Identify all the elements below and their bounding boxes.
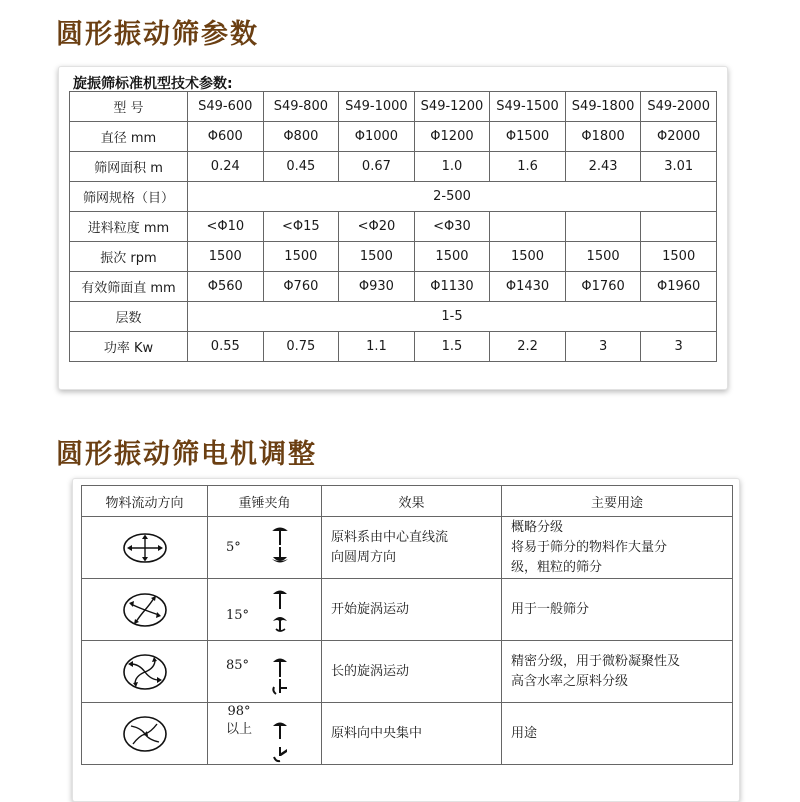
- angle-cell: [208, 703, 322, 765]
- usage-header: 主要用途: [502, 486, 733, 517]
- table-cell: Φ1800: [565, 122, 641, 152]
- weight-angle-icon: [268, 653, 292, 703]
- power-row: [70, 332, 717, 362]
- model-cell: S49-2000: [641, 92, 717, 122]
- table-cell: 2.43: [565, 152, 641, 182]
- row-label: 有效筛面直 mm: [70, 272, 188, 302]
- table-row: [82, 579, 733, 641]
- motor-header-row: [82, 486, 733, 517]
- angle-cell: [208, 579, 322, 641]
- spec-table-caption: 旋振筛标准机型技术参数:: [73, 76, 233, 92]
- table-cell: Φ560: [188, 272, 264, 302]
- table-cell: 1.0: [414, 152, 490, 182]
- angle-cell: [208, 517, 322, 579]
- table-cell: <Φ30: [414, 212, 490, 242]
- effect-header: 效果: [322, 486, 502, 517]
- table-row: [82, 703, 733, 765]
- model-cell: S49-800: [263, 92, 339, 122]
- table-cell: Φ1500: [490, 122, 566, 152]
- table-cell: 0.67: [339, 152, 415, 182]
- table-cell-merged: 1-5: [188, 302, 717, 332]
- effective-row: [70, 272, 717, 302]
- table-cell: Φ1130: [414, 272, 490, 302]
- direction-cell: [82, 579, 208, 641]
- usage-cell: 精密分级，用于微粉凝聚性及 高含水率之原料分级: [502, 641, 733, 703]
- long-swirl-icon: [121, 652, 169, 692]
- table-cell: 0.55: [188, 332, 264, 362]
- usage-cell: 概略分级 将易于筛分的物料作大量分 级，粗粒的筛分: [502, 517, 733, 579]
- table-cell: Φ1430: [490, 272, 566, 302]
- feed-row: [70, 212, 717, 242]
- table-row: [82, 641, 733, 703]
- table-cell: <Φ10: [188, 212, 264, 242]
- row-label: 直径 mm: [70, 122, 188, 152]
- model-cell: S49-1500: [490, 92, 566, 122]
- table-cell: [565, 212, 641, 242]
- area-row: [70, 152, 717, 182]
- effect-cell: 开始旋涡运动: [322, 579, 502, 641]
- table-cell-merged: 2-500: [188, 182, 717, 212]
- row-label: 层数: [70, 302, 188, 332]
- motor-table-card: [72, 478, 740, 802]
- model-cell: S49-1000: [339, 92, 415, 122]
- row-label: 功率 Kw: [70, 332, 188, 362]
- table-cell: Φ600: [188, 122, 264, 152]
- table-cell: 1500: [339, 242, 415, 272]
- motor-adjustment-table: [81, 485, 733, 765]
- table-cell: Φ2000: [641, 122, 717, 152]
- row-label: 筛网面积 m: [70, 152, 188, 182]
- effect-cell: 原料系由中心直线流 向圆周方向: [322, 517, 502, 579]
- angle-cell: [208, 641, 322, 703]
- row-label: 振次 rpm: [70, 242, 188, 272]
- table-cell: 1500: [263, 242, 339, 272]
- table-cell: [641, 212, 717, 242]
- table-cell: 3.01: [641, 152, 717, 182]
- table-cell: 1500: [414, 242, 490, 272]
- spec-header-row: [70, 92, 717, 122]
- section-title-motor-adjustment: 圆形振动筛电机调整: [56, 439, 317, 470]
- usage-cell: 用于一般筛分: [502, 579, 733, 641]
- angle-header: 重锤夹角: [208, 486, 322, 517]
- direction-header: 物料流动方向: [82, 486, 208, 517]
- table-cell: 0.45: [263, 152, 339, 182]
- table-cell: 1.5: [414, 332, 490, 362]
- table-cell: 3: [565, 332, 641, 362]
- table-cell: 1500: [188, 242, 264, 272]
- table-cell: 1500: [565, 242, 641, 272]
- model-cell: S49-1200: [414, 92, 490, 122]
- table-cell: 3: [641, 332, 717, 362]
- row-label: 进料粒度 mm: [70, 212, 188, 242]
- model-cell: S49-1800: [565, 92, 641, 122]
- table-cell: 2.2: [490, 332, 566, 362]
- spec-table-card: [58, 66, 728, 390]
- table-cell: Φ760: [263, 272, 339, 302]
- swirl-arrows-icon: [121, 591, 169, 629]
- table-row: [82, 517, 733, 579]
- table-cell: 1.1: [339, 332, 415, 362]
- row-label: 筛网规格（目）: [70, 182, 188, 212]
- table-cell: 1.6: [490, 152, 566, 182]
- center-spiral-icon: [121, 714, 169, 754]
- table-cell: [490, 212, 566, 242]
- spec-table: [69, 91, 717, 362]
- weight-angle-icon: [268, 585, 292, 635]
- diameter-row: [70, 122, 717, 152]
- mesh-row: [70, 182, 717, 212]
- table-cell: <Φ20: [339, 212, 415, 242]
- direction-cell: [82, 703, 208, 765]
- usage-cell: 用途: [502, 703, 733, 765]
- radial-arrows-icon: [121, 531, 169, 565]
- direction-cell: [82, 517, 208, 579]
- table-cell: 1500: [490, 242, 566, 272]
- table-cell: 1500: [641, 242, 717, 272]
- section-title-parameters: 圆形振动筛参数: [56, 19, 259, 50]
- angle-value: 85°: [226, 658, 250, 673]
- table-cell: 0.24: [188, 152, 264, 182]
- direction-cell: [82, 641, 208, 703]
- table-cell: Φ1000: [339, 122, 415, 152]
- effect-cell: 长的旋涡运动: [322, 641, 502, 703]
- angle-value: 15°: [226, 608, 250, 623]
- layers-row: [70, 302, 717, 332]
- table-cell: 0.75: [263, 332, 339, 362]
- model-cell: S49-600: [188, 92, 264, 122]
- table-cell: Φ1760: [565, 272, 641, 302]
- table-cell: <Φ15: [263, 212, 339, 242]
- angle-value: 5°: [226, 540, 241, 555]
- model-header: 型 号: [70, 92, 188, 122]
- effect-cell: 原料向中央集中: [322, 703, 502, 765]
- table-cell: Φ1200: [414, 122, 490, 152]
- weight-angle-icon: [268, 717, 292, 767]
- table-cell: Φ800: [263, 122, 339, 152]
- angle-value: 98° 以上: [226, 704, 253, 737]
- table-cell: Φ1960: [641, 272, 717, 302]
- table-cell: Φ930: [339, 272, 415, 302]
- weight-angle-icon: [268, 523, 292, 569]
- speed-row: [70, 242, 717, 272]
